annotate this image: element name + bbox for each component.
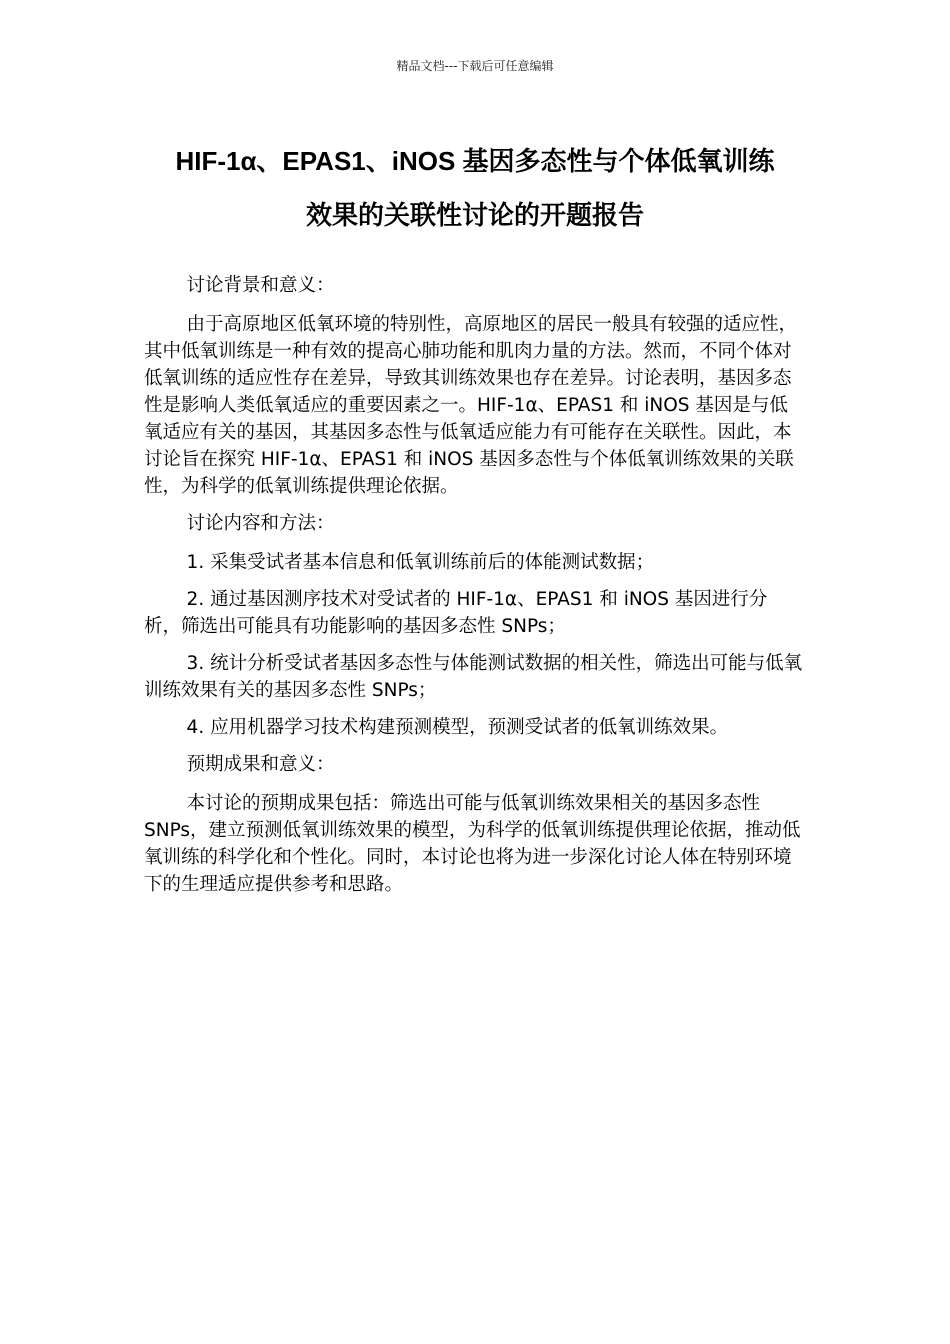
outcomes-heading: 预期成果和意义： xyxy=(186,754,335,775)
title-line-1: HIF-1α、EPAS1、iNOS 基因多态性与个体低氧训练 xyxy=(175,146,775,176)
method-item-2: 2. 通过基因测序技术对受试者的 HIF-1α、EPAS1 和 iNOS 基因进行分析，筛选出可能具有功能影响的基因多态性 SNPs； xyxy=(144,589,768,637)
background-paragraph: 由于高原地区低氧环境的特别性，高原地区的居民一般具有较强的适应性，其中低氧训练是一种有效的提高心肺功能和肌肉力量的方法。然而，不同个体对低氧训练的适应性存在差异，导致其训练效果也存在差异。讨论表明，基因多态性是影响人类低氧适应的重要因素之一。HIF-1α、EPAS1 和 iNOS 基因是与低氧适应有关的基因，其基因多态性与低氧适应能力有可能存在关联性。因此，本讨论旨在探究 HIF-1α、EPAS1 和 iNOS 基因多态性与个体低氧训练效果的关联性，为科学的低氧训练提供理论依据。 xyxy=(144,314,798,497)
method-item-3: 3. 统计分析受试者基因多态性与体能测试数据的相关性，筛选出可能与低氧训练效果有关的基因多态性 SNPs； xyxy=(144,653,803,701)
outcomes-paragraph: 本讨论的预期成果包括：筛选出可能与低氧训练效果相关的基因多态性 SNPs，建立预测低氧训练效果的模型，为科学的低氧训练提供理论依据，推动低氧训练的科学化和个性化。同时，本讨论也将为进一步深化讨论人体在特别环境下的生理适应提供参考和思路。 xyxy=(144,793,801,895)
header-note: 精品文档---下载后可任意编辑 xyxy=(396,59,554,73)
method-item-4: 4. 应用机器学习技术构建预测模型，预测受试者的低氧训练效果。 xyxy=(186,717,729,738)
background-heading: 讨论背景和意义： xyxy=(186,275,335,296)
document-title xyxy=(120,134,830,242)
title-line-2: 效果的关联性讨论的开题报告 xyxy=(305,200,644,230)
methods-heading: 讨论内容和方法： xyxy=(186,513,335,534)
document-body xyxy=(144,272,804,908)
method-item-1: 1. 采集受试者基本信息和低氧训练前后的体能测试数据； xyxy=(186,552,655,573)
